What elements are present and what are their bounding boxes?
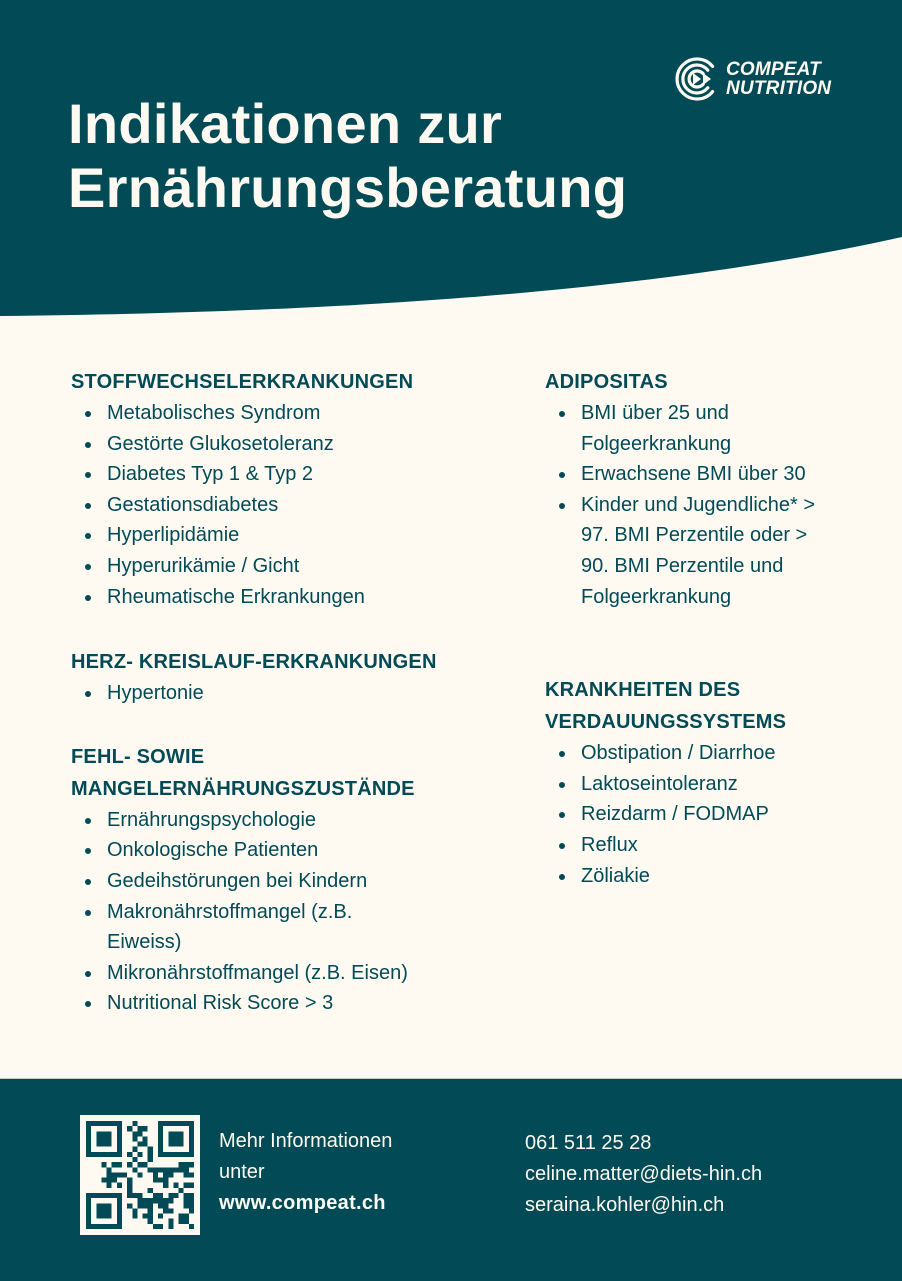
- qr-module: [117, 1214, 122, 1219]
- qr-module: [101, 1208, 106, 1213]
- qr-module: [86, 1136, 91, 1141]
- list-item: Hyperurikämie / Gicht: [71, 551, 511, 582]
- qr-module: [127, 1162, 132, 1167]
- list-item: Erwachsene BMI über 30: [545, 459, 865, 490]
- qr-module: [132, 1121, 137, 1126]
- qr-module: [107, 1131, 112, 1136]
- qr-module: [86, 1203, 91, 1208]
- qr-module: [86, 1208, 91, 1213]
- brand-name: [726, 60, 831, 98]
- qr-module: [132, 1157, 137, 1162]
- qr-module: [86, 1198, 91, 1203]
- qr-module: [168, 1198, 173, 1203]
- qr-module: [117, 1162, 122, 1167]
- item-list: [545, 398, 865, 612]
- list-item: Ernährungspsychologie: [71, 805, 441, 836]
- qr-module: [91, 1152, 96, 1157]
- qr-module: [168, 1224, 173, 1229]
- qr-module: [148, 1188, 153, 1193]
- qr-module: [189, 1193, 194, 1198]
- qr-module: [101, 1136, 106, 1141]
- qr-module: [127, 1152, 132, 1157]
- item-list: [71, 805, 441, 1019]
- section-verdauung: [545, 674, 865, 891]
- qr-module: [91, 1193, 96, 1198]
- qr-module: [179, 1152, 184, 1157]
- list-item: Hypertonie: [71, 678, 511, 709]
- qr-module: [189, 1198, 194, 1203]
- section-heading-line2: VERDAUUNGSSYSTEMS: [545, 711, 787, 734]
- qr-module: [184, 1162, 189, 1167]
- qr-module: [96, 1136, 101, 1141]
- qr-module: [127, 1188, 132, 1193]
- qr-module: [143, 1198, 148, 1203]
- qr-module: [148, 1219, 153, 1224]
- section-herz-kreislauf: [71, 646, 511, 709]
- qr-module: [112, 1152, 117, 1157]
- qr-module: [158, 1121, 163, 1126]
- qr-module: [173, 1183, 178, 1188]
- item-list: [71, 398, 511, 612]
- qr-module: [101, 1203, 106, 1208]
- page-title-line1: Indikationen zur: [68, 92, 503, 155]
- qr-module: [163, 1152, 168, 1157]
- list-item: Reflux: [545, 830, 865, 861]
- item-list: [545, 738, 865, 891]
- qr-module: [107, 1183, 112, 1188]
- qr-module: [179, 1188, 184, 1193]
- qr-module: [143, 1214, 148, 1219]
- qr-module: [96, 1203, 101, 1208]
- qr-module: [158, 1142, 163, 1147]
- qr-module: [189, 1172, 194, 1177]
- qr-module: [158, 1147, 163, 1152]
- qr-module: [158, 1203, 163, 1208]
- qr-module: [132, 1131, 137, 1136]
- section-stoffwechsel: [71, 366, 511, 612]
- section-heading: ADIPOSITAS: [545, 371, 668, 393]
- section-heading: [71, 741, 511, 805]
- phone-number[interactable]: 061 511 25 28: [525, 1132, 652, 1154]
- qr-module: [86, 1224, 91, 1229]
- qr-module: [127, 1178, 132, 1183]
- qr-module: [173, 1167, 178, 1172]
- qr-module: [86, 1131, 91, 1136]
- qr-module: [179, 1136, 184, 1141]
- qr-module: [168, 1193, 173, 1198]
- qr-module: [158, 1224, 163, 1229]
- qr-module: [132, 1167, 137, 1172]
- qr-code[interactable]: [80, 1115, 200, 1235]
- qr-module: [96, 1224, 101, 1229]
- qr-module: [189, 1126, 194, 1131]
- qr-module: [189, 1131, 194, 1136]
- qr-module: [117, 1198, 122, 1203]
- qr-module: [168, 1136, 173, 1141]
- qr-module: [96, 1121, 101, 1126]
- qr-module: [153, 1224, 158, 1229]
- page-title-line2: Ernährungsberatung: [68, 156, 628, 219]
- email-link[interactable]: seraina.kohler@hin.ch: [525, 1194, 725, 1216]
- qr-module: [117, 1152, 122, 1157]
- qr-module: [101, 1193, 106, 1198]
- qr-module: [189, 1224, 194, 1229]
- more-info-line2: unter: [219, 1161, 265, 1183]
- qr-module: [189, 1162, 194, 1167]
- list-item: Nutritional Risk Score > 3: [71, 988, 441, 1019]
- qr-module: [179, 1142, 184, 1147]
- qr-module: [168, 1172, 173, 1177]
- qr-module: [179, 1219, 184, 1224]
- qr-module: [91, 1224, 96, 1229]
- qr-module: [184, 1152, 189, 1157]
- list-item: Obstipation / Diarrhoe: [545, 738, 865, 769]
- qr-module: [86, 1214, 91, 1219]
- qr-module: [86, 1193, 91, 1198]
- qr-module: [107, 1136, 112, 1141]
- list-item: Reizdarm / FODMAP: [545, 799, 865, 830]
- section-heading: STOFFWECHSELERKRANKUNGEN: [71, 371, 414, 393]
- qr-module: [158, 1198, 163, 1203]
- qr-module: [179, 1131, 184, 1136]
- qr-module: [163, 1203, 168, 1208]
- website-link[interactable]: www.compeat.ch: [219, 1192, 386, 1214]
- qr-module: [127, 1193, 132, 1198]
- section-heading: [545, 674, 865, 738]
- qr-module: [117, 1172, 122, 1177]
- qr-module: [184, 1183, 189, 1188]
- section-fehl-mangelernaehrung: [71, 741, 511, 1019]
- qr-module: [101, 1162, 106, 1167]
- qr-module: [86, 1142, 91, 1147]
- qr-module: [96, 1193, 101, 1198]
- qr-module: [107, 1178, 112, 1183]
- qr-module: [132, 1136, 137, 1141]
- qr-module: [112, 1162, 117, 1167]
- qr-module: [96, 1152, 101, 1157]
- list-item: Onkologische Patienten: [71, 835, 441, 866]
- qr-code-icon: [86, 1121, 194, 1229]
- qr-module: [107, 1121, 112, 1126]
- qr-module: [173, 1193, 178, 1198]
- qr-module: [112, 1193, 117, 1198]
- more-info-line1: Mehr Informationen: [219, 1130, 393, 1152]
- qr-module: [143, 1142, 148, 1147]
- qr-module: [189, 1136, 194, 1141]
- qr-module: [163, 1198, 168, 1203]
- qr-module: [117, 1208, 122, 1213]
- qr-module: [184, 1198, 189, 1203]
- qr-module: [184, 1203, 189, 1208]
- qr-module: [168, 1152, 173, 1157]
- left-column: [71, 366, 511, 1019]
- qr-module: [117, 1131, 122, 1136]
- qr-module: [107, 1152, 112, 1157]
- qr-module: [189, 1152, 194, 1157]
- qr-module: [168, 1167, 173, 1172]
- qr-module: [96, 1208, 101, 1213]
- qr-module: [132, 1193, 137, 1198]
- qr-module: [179, 1214, 184, 1219]
- qr-module: [153, 1198, 158, 1203]
- qr-module: [101, 1214, 106, 1219]
- list-item: Mikronährstoffmangel (z.B. Eisen): [71, 958, 441, 989]
- contact-info: [525, 1128, 762, 1221]
- qr-module: [107, 1142, 112, 1147]
- qr-module: [86, 1219, 91, 1224]
- qr-module: [153, 1167, 158, 1172]
- email-link[interactable]: celine.matter@diets-hin.ch: [525, 1163, 763, 1185]
- qr-module: [137, 1131, 142, 1136]
- qr-module: [112, 1121, 117, 1126]
- compeat-logo-icon: [672, 54, 722, 104]
- qr-module: [96, 1131, 101, 1136]
- qr-module: [137, 1142, 142, 1147]
- list-item: Gedeihstörungen bei Kindern: [71, 866, 441, 897]
- section-heading-line2: MANGELERNÄHRUNGSZUSTÄNDE: [71, 777, 415, 800]
- qr-module: [163, 1183, 168, 1188]
- list-item: Laktoseintoleranz: [545, 769, 865, 800]
- qr-module: [173, 1121, 178, 1126]
- qr-module: [107, 1224, 112, 1229]
- qr-module: [137, 1193, 142, 1198]
- qr-module: [189, 1208, 194, 1213]
- qr-module: [148, 1198, 153, 1203]
- qr-module: [158, 1126, 163, 1131]
- qr-module: [127, 1183, 132, 1188]
- qr-module: [184, 1167, 189, 1172]
- qr-module: [137, 1162, 142, 1167]
- item-list: [71, 678, 511, 709]
- qr-module: [137, 1152, 142, 1157]
- qr-module: [127, 1203, 132, 1208]
- qr-module: [148, 1152, 153, 1157]
- qr-module: [148, 1203, 153, 1208]
- qr-module: [101, 1224, 106, 1229]
- qr-module: [86, 1147, 91, 1152]
- qr-module: [179, 1167, 184, 1172]
- list-item: Kinder und Jugendliche* > 97. BMI Perzentile oder > 90. BMI Perzentile und Folgeerkrankung: [545, 490, 837, 612]
- qr-module: [107, 1203, 112, 1208]
- qr-module: [173, 1131, 178, 1136]
- qr-module: [107, 1208, 112, 1213]
- qr-module: [163, 1172, 168, 1177]
- section-heading-line1: FEHL- SOWIE: [71, 745, 205, 768]
- qr-module: [158, 1152, 163, 1157]
- qr-module: [143, 1203, 148, 1208]
- qr-module: [137, 1126, 142, 1131]
- qr-module: [173, 1152, 178, 1157]
- qr-module: [137, 1203, 142, 1208]
- qr-module: [117, 1136, 122, 1141]
- qr-module: [137, 1172, 142, 1177]
- qr-module: [132, 1147, 137, 1152]
- list-item: Makronährstoffmangel (z.B. Eiweiss): [71, 897, 397, 958]
- qr-module: [184, 1121, 189, 1126]
- qr-module: [184, 1172, 189, 1177]
- qr-module: [184, 1219, 189, 1224]
- section-adipositas: [545, 366, 865, 612]
- qr-module: [143, 1126, 148, 1131]
- more-info: [219, 1126, 392, 1219]
- qr-module: [137, 1198, 142, 1203]
- qr-module: [158, 1131, 163, 1136]
- qr-module: [117, 1183, 122, 1188]
- qr-module: [163, 1167, 168, 1172]
- qr-module: [91, 1121, 96, 1126]
- qr-module: [112, 1178, 117, 1183]
- list-item: Hyperlipidämie: [71, 520, 511, 551]
- qr-module: [189, 1142, 194, 1147]
- qr-module: [117, 1121, 122, 1126]
- qr-module: [189, 1147, 194, 1152]
- qr-module: [101, 1131, 106, 1136]
- qr-module: [117, 1193, 122, 1198]
- qr-module: [112, 1172, 117, 1177]
- qr-module: [107, 1167, 112, 1172]
- qr-module: [189, 1203, 194, 1208]
- section-heading: HERZ- KREISLAUF-ERKRANKUNGEN: [71, 651, 437, 674]
- qr-module: [148, 1214, 153, 1219]
- qr-module: [168, 1121, 173, 1126]
- qr-module: [112, 1224, 117, 1229]
- qr-module: [117, 1219, 122, 1224]
- qr-module: [168, 1131, 173, 1136]
- qr-module: [117, 1203, 122, 1208]
- qr-module: [117, 1224, 122, 1229]
- list-item: Gestörte Glukosetoleranz: [71, 429, 511, 460]
- qr-module: [107, 1193, 112, 1198]
- right-column: [545, 366, 865, 891]
- qr-module: [173, 1136, 178, 1141]
- qr-module: [86, 1126, 91, 1131]
- qr-module: [117, 1126, 122, 1131]
- qr-module: [158, 1178, 163, 1183]
- qr-module: [158, 1214, 163, 1219]
- qr-module: [117, 1142, 122, 1147]
- qr-module: [153, 1172, 158, 1177]
- footer: [0, 1078, 902, 1281]
- qr-module: [132, 1208, 137, 1213]
- qr-module: [101, 1142, 106, 1147]
- qr-module: [158, 1136, 163, 1141]
- qr-module: [122, 1172, 127, 1177]
- qr-module: [101, 1152, 106, 1157]
- qr-module: [107, 1214, 112, 1219]
- qr-module: [117, 1147, 122, 1152]
- qr-module: [153, 1178, 158, 1183]
- qr-module: [189, 1183, 194, 1188]
- brand-name-line1: COMPEAT: [726, 59, 821, 80]
- list-item: BMI über 25 und Folgeerkrankung: [545, 398, 771, 459]
- qr-module: [153, 1193, 158, 1198]
- qr-module: [158, 1193, 163, 1198]
- qr-module: [163, 1208, 168, 1213]
- qr-module: [107, 1172, 112, 1177]
- qr-module: [96, 1142, 101, 1147]
- qr-module: [163, 1121, 168, 1126]
- section-heading-line1: KRANKHEITEN DES: [545, 679, 741, 702]
- qr-module: [173, 1142, 178, 1147]
- qr-module: [168, 1208, 173, 1213]
- qr-module: [184, 1193, 189, 1198]
- qr-module: [86, 1121, 91, 1126]
- brand-name-line2: NUTRITION: [726, 78, 832, 99]
- qr-module: [148, 1208, 153, 1213]
- qr-module: [143, 1162, 148, 1167]
- list-item: Rheumatische Erkrankungen: [71, 582, 511, 613]
- list-item: Diabetes Typ 1 & Typ 2: [71, 459, 511, 490]
- qr-module: [96, 1214, 101, 1219]
- qr-module: [184, 1214, 189, 1219]
- qr-module: [179, 1121, 184, 1126]
- qr-module: [143, 1136, 148, 1141]
- page-title: [68, 92, 627, 220]
- qr-module: [179, 1162, 184, 1167]
- brand-logo: [672, 54, 831, 104]
- qr-module: [148, 1147, 153, 1152]
- qr-module: [86, 1152, 91, 1157]
- qr-module: [101, 1121, 106, 1126]
- qr-module: [132, 1214, 137, 1219]
- qr-module: [127, 1126, 132, 1131]
- qr-module: [189, 1121, 194, 1126]
- qr-module: [168, 1142, 173, 1147]
- qr-module: [163, 1178, 168, 1183]
- qr-module: [101, 1178, 106, 1183]
- qr-module: [168, 1219, 173, 1224]
- qr-module: [148, 1167, 153, 1172]
- list-item: Gestationsdiabetes: [71, 490, 511, 521]
- qr-module: [148, 1157, 153, 1162]
- qr-module: [158, 1167, 163, 1172]
- list-item: Metabolisches Syndrom: [71, 398, 511, 429]
- list-item: Zöliakie: [545, 861, 865, 892]
